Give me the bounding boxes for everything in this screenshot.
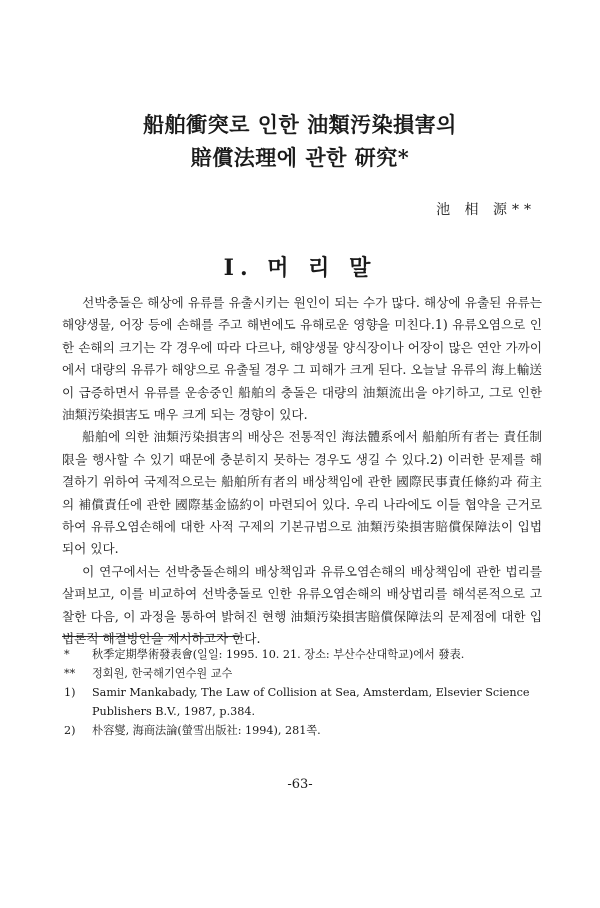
- title-line-1: 船舶衝突로 인한 油類汚染損害의: [143, 112, 457, 137]
- paragraph: 이 연구에서는 선박충돌손해의 배상책임과 유류오염손해의 배상책임에 관한 법리를 살펴보고, 이를 비교하여 선박충돌로 인한 유류오염손해의 배상법리를 해석론적으로 고찰한 다음, 이 과정을 통하여 밝혀진 현행 油類汚染損害賠償保障法의 문제점에 대한 입법론적 해결방안을 제시하고자 한다.: [62, 563, 542, 647]
- footnote-text: 정회원, 한국해기연수원 교수: [92, 667, 233, 680]
- footnote-text: 秋季定期學術發表會(일일: 1995. 10. 21. 장소: 부산수산대학교)에서 發表.: [92, 648, 465, 661]
- footnote-text: Samir Mankabady, The Law of Collision at Sea, Amsterdam, Elsevier Science Publishers B.V., 1987, p.384.: [92, 686, 530, 718]
- title-line-2: 賠償法理에 관한 研究*: [190, 145, 410, 170]
- footnote: [64, 721, 544, 740]
- section-heading: I. 머 리 말: [223, 255, 377, 281]
- page-number: -63-: [287, 777, 313, 792]
- footnote: [64, 645, 544, 664]
- footnote-mark: 2): [64, 724, 76, 737]
- body-text: [62, 292, 542, 651]
- footnote: [64, 664, 544, 683]
- footnote-mark: **: [64, 667, 76, 680]
- footnote-mark: *: [64, 648, 70, 661]
- author-name: 池 相 源**: [436, 202, 536, 218]
- footnote-divider: [62, 636, 240, 637]
- footnote-mark: 1): [64, 686, 76, 699]
- paragraph: 船舶에 의한 油類汚染損害의 배상은 전통적인 海法體系에서 船舶所有者는 責任制限을 행사할 수 있기 때문에 충분히지 못하는 경우도 생길 수 있다.2) 이러한 문제를 해결하기 위하여 국제적으로는 船舶所有者의 배상책임에 관한 國際民事責任條約과 荷主의 補償責任에 관한 國際基金協約이 마련되어 있다. 우리 나라에도 이들 협약을 근거로 하여 유류오염손해에 대한 사적 구제의 기본규범으로 油類汚染損害賠償保障法이 입법되어 있다.: [62, 429, 542, 557]
- footnote-text: 朴容燮, 海商法論(螢雪出版社: 1994), 281쪽.: [92, 724, 321, 737]
- paragraph: 선박충돌은 해상에 유류를 유출시키는 원인이 되는 수가 많다. 해상에 유출된 유류는 해양생물, 어장 등에 손해를 주고 해변에도 유해로운 영향을 미친다.1) 유류오염으로 인한 손해의 크기는 각 경우에 따라 다르나, 해양생물 양식장이나 어장이 많은 연안 가까이 에서 대량의 유류가 해양으로 유출될 경우 그 피해가 크게 된다. 오늘날 유류의 海上輸送이 급증하면서 유류를 운송중인 船舶의 충돌은 대량의 油類流出을 야기하고, 그로 인한 油類汚染損害도 매우 크게 되는 경향이 있다.: [62, 295, 542, 423]
- footnotes: [64, 645, 544, 740]
- footnote: [64, 683, 544, 721]
